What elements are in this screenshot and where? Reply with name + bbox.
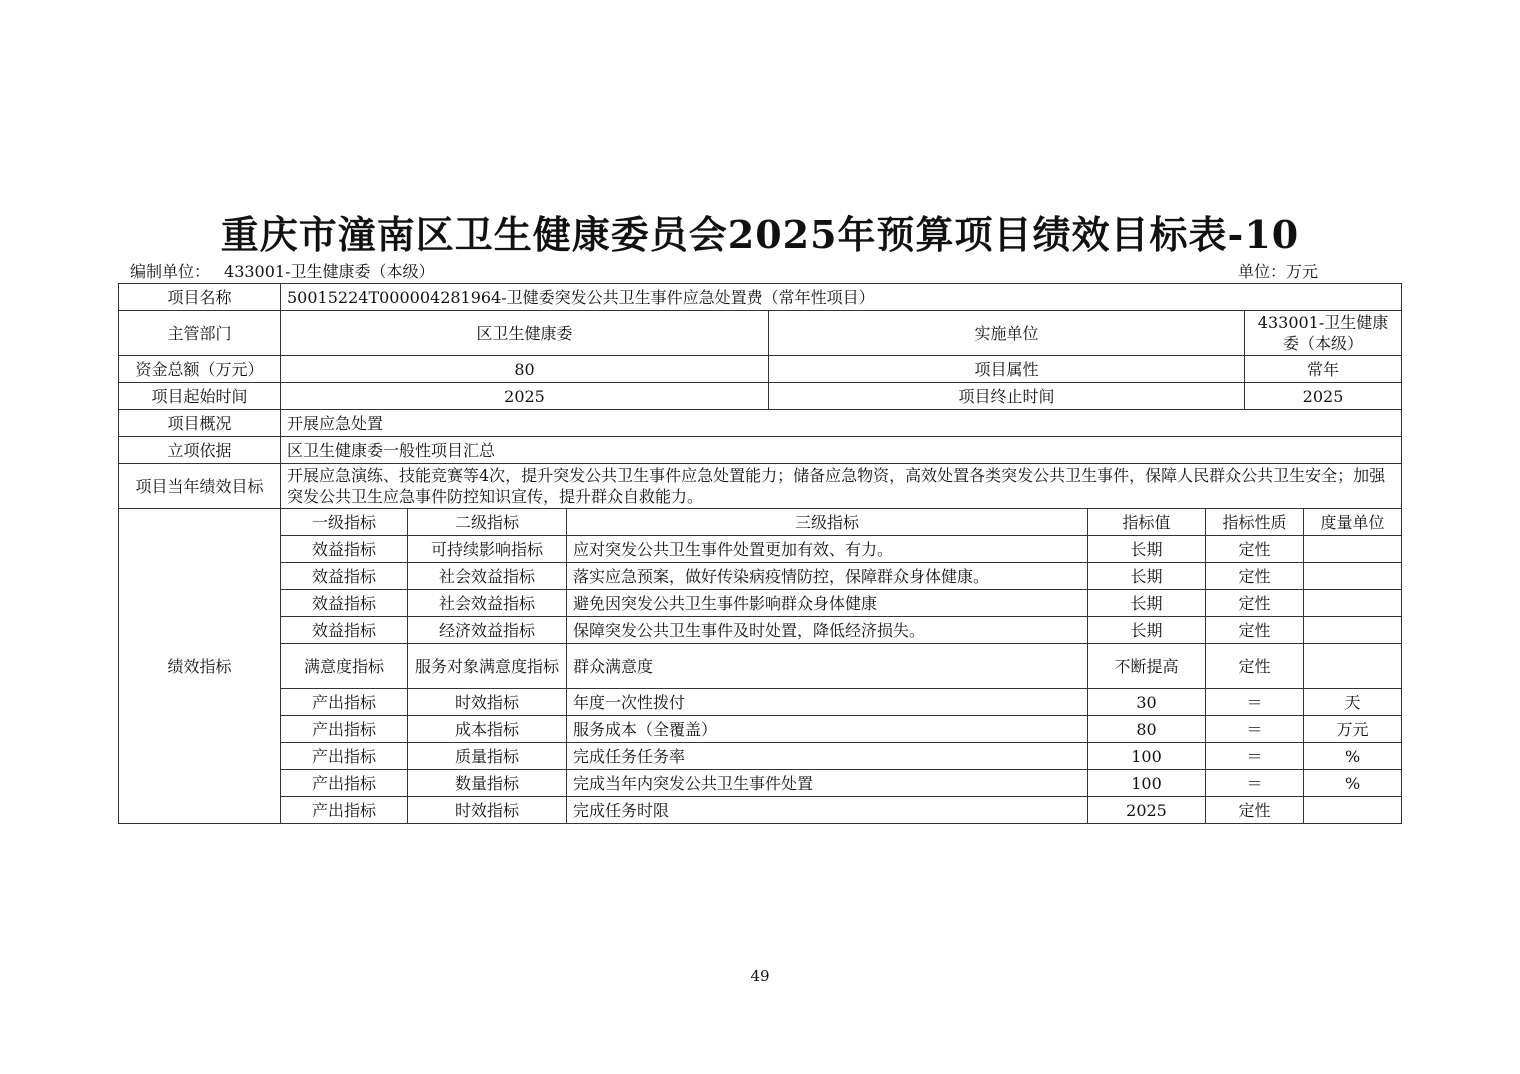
header-unit: 度量单位 bbox=[1304, 509, 1402, 536]
compiling-unit bbox=[130, 259, 435, 282]
value-cell: 100 bbox=[1088, 743, 1206, 770]
level2-cell: 成本指标 bbox=[408, 716, 567, 743]
table-row bbox=[119, 797, 1402, 824]
table-row bbox=[119, 770, 1402, 797]
table-row bbox=[119, 590, 1402, 617]
header-level2: 二级指标 bbox=[408, 509, 567, 536]
nature-cell: 定性 bbox=[1206, 644, 1304, 689]
table-row bbox=[119, 536, 1402, 563]
row-fund bbox=[119, 356, 1402, 383]
value-cell: 80 bbox=[1088, 716, 1206, 743]
compiling-unit-value: 433001-卫生健康委（本级） bbox=[224, 262, 435, 281]
header-value: 指标值 bbox=[1088, 509, 1206, 536]
compiling-unit-label: 编制单位： bbox=[130, 262, 211, 281]
attr-label: 项目属性 bbox=[769, 356, 1245, 383]
level3-cell: 应对突发公共卫生事件处置更加有效、有力。 bbox=[567, 536, 1088, 563]
unit-cell: 万元 bbox=[1304, 716, 1402, 743]
level2-cell: 服务对象满意度指标 bbox=[408, 644, 567, 689]
unit-cell bbox=[1304, 797, 1402, 824]
page-title: 重庆市潼南区卫生健康委员会2025年预算项目绩效目标表-10 bbox=[220, 212, 1300, 257]
unit-cell bbox=[1304, 536, 1402, 563]
value-cell: 不断提高 bbox=[1088, 644, 1206, 689]
row-basis bbox=[119, 437, 1402, 464]
nature-cell: 定性 bbox=[1206, 617, 1304, 644]
dept-value: 区卫生健康委 bbox=[281, 311, 769, 356]
impl-value: 433001-卫生健康委（本级） bbox=[1245, 311, 1402, 356]
level1-cell: 效益指标 bbox=[281, 617, 408, 644]
dept-label: 主管部门 bbox=[119, 311, 281, 356]
basis-label: 立项依据 bbox=[119, 437, 281, 464]
level1-cell: 产出指标 bbox=[281, 716, 408, 743]
row-department bbox=[119, 311, 1402, 356]
value-cell: 长期 bbox=[1088, 590, 1206, 617]
unit-cell: 天 bbox=[1304, 689, 1402, 716]
nature-cell: ＝ bbox=[1206, 716, 1304, 743]
level3-cell: 年度一次性拨付 bbox=[567, 689, 1088, 716]
start-value: 2025 bbox=[281, 383, 769, 410]
level2-cell: 社会效益指标 bbox=[408, 590, 567, 617]
performance-table bbox=[118, 283, 1402, 824]
level3-cell: 完成任务任务率 bbox=[567, 743, 1088, 770]
nature-cell: ＝ bbox=[1206, 689, 1304, 716]
value-cell: 100 bbox=[1088, 770, 1206, 797]
header-nature: 指标性质 bbox=[1206, 509, 1304, 536]
level2-cell: 可持续影响指标 bbox=[408, 536, 567, 563]
fund-label: 资金总额（万元） bbox=[119, 356, 281, 383]
end-label: 项目终止时间 bbox=[769, 383, 1245, 410]
project-name-label: 项目名称 bbox=[119, 284, 281, 311]
table-row bbox=[119, 743, 1402, 770]
level2-cell: 社会效益指标 bbox=[408, 563, 567, 590]
unit-cell bbox=[1304, 644, 1402, 689]
header-level3: 三级指标 bbox=[567, 509, 1088, 536]
level3-cell: 避免因突发公共卫生事件影响群众身体健康 bbox=[567, 590, 1088, 617]
value-cell: 长期 bbox=[1088, 563, 1206, 590]
level1-cell: 产出指标 bbox=[281, 689, 408, 716]
table-row bbox=[119, 644, 1402, 689]
page-number: 49 bbox=[750, 967, 770, 985]
level2-cell: 时效指标 bbox=[408, 689, 567, 716]
level1-cell: 产出指标 bbox=[281, 770, 408, 797]
level2-cell: 数量指标 bbox=[408, 770, 567, 797]
nature-cell: 定性 bbox=[1206, 797, 1304, 824]
value-cell: 长期 bbox=[1088, 536, 1206, 563]
value-cell: 2025 bbox=[1088, 797, 1206, 824]
start-label: 项目起始时间 bbox=[119, 383, 281, 410]
level1-cell: 效益指标 bbox=[281, 563, 408, 590]
basis-value: 区卫生健康委一般性项目汇总 bbox=[281, 437, 1402, 464]
goal-label: 项目当年绩效目标 bbox=[119, 464, 281, 509]
unit-cell: % bbox=[1304, 743, 1402, 770]
row-time bbox=[119, 383, 1402, 410]
header-level1: 一级指标 bbox=[281, 509, 408, 536]
impl-label: 实施单位 bbox=[769, 311, 1245, 356]
level1-cell: 产出指标 bbox=[281, 797, 408, 824]
unit-cell bbox=[1304, 617, 1402, 644]
level1-cell: 产出指标 bbox=[281, 743, 408, 770]
level2-cell: 经济效益指标 bbox=[408, 617, 567, 644]
goal-value: 开展应急演练、技能竞赛等4次，提升突发公共卫生事件应急处置能力；储备应急物资，高效处置各类突发公共卫生事件，保障人民群众公共卫生安全；加强突发公共卫生应急事件防控知识宣传，提升群众自救能力。 bbox=[281, 464, 1402, 509]
nature-cell: 定性 bbox=[1206, 536, 1304, 563]
end-value: 2025 bbox=[1245, 383, 1402, 410]
nature-cell: ＝ bbox=[1206, 770, 1304, 797]
table-row bbox=[119, 689, 1402, 716]
level3-cell: 完成任务时限 bbox=[567, 797, 1088, 824]
money-unit: 单位：万元 bbox=[1238, 262, 1319, 281]
value-cell: 30 bbox=[1088, 689, 1206, 716]
nature-cell: ＝ bbox=[1206, 743, 1304, 770]
table-row bbox=[119, 716, 1402, 743]
unit-cell bbox=[1304, 563, 1402, 590]
nature-cell: 定性 bbox=[1206, 563, 1304, 590]
overview-value: 开展应急处置 bbox=[281, 410, 1402, 437]
level3-cell: 完成当年内突发公共卫生事件处置 bbox=[567, 770, 1088, 797]
attr-value: 常年 bbox=[1245, 356, 1402, 383]
level1-cell: 效益指标 bbox=[281, 590, 408, 617]
table-row bbox=[119, 617, 1402, 644]
level3-cell: 服务成本（全覆盖） bbox=[567, 716, 1088, 743]
level1-cell: 效益指标 bbox=[281, 536, 408, 563]
fund-value: 80 bbox=[281, 356, 769, 383]
overview-label: 项目概况 bbox=[119, 410, 281, 437]
level3-cell: 落实应急预案，做好传染病疫情防控，保障群众身体健康。 bbox=[567, 563, 1088, 590]
indicator-section-label: 绩效指标 bbox=[119, 509, 281, 824]
row-project-name bbox=[119, 284, 1402, 311]
unit-cell bbox=[1304, 590, 1402, 617]
indicator-header-row bbox=[119, 509, 1402, 536]
level2-cell: 时效指标 bbox=[408, 797, 567, 824]
unit-cell: % bbox=[1304, 770, 1402, 797]
level3-cell: 群众满意度 bbox=[567, 644, 1088, 689]
row-overview bbox=[119, 410, 1402, 437]
value-cell: 长期 bbox=[1088, 617, 1206, 644]
level3-cell: 保障突发公共卫生事件及时处置，降低经济损失。 bbox=[567, 617, 1088, 644]
row-goal bbox=[119, 464, 1402, 509]
project-name-value: 50015224T000004281964-卫健委突发公共卫生事件应急处置费（常年性项目） bbox=[281, 284, 1402, 311]
level1-cell: 满意度指标 bbox=[281, 644, 408, 689]
table-row bbox=[119, 563, 1402, 590]
nature-cell: 定性 bbox=[1206, 590, 1304, 617]
level2-cell: 质量指标 bbox=[408, 743, 567, 770]
